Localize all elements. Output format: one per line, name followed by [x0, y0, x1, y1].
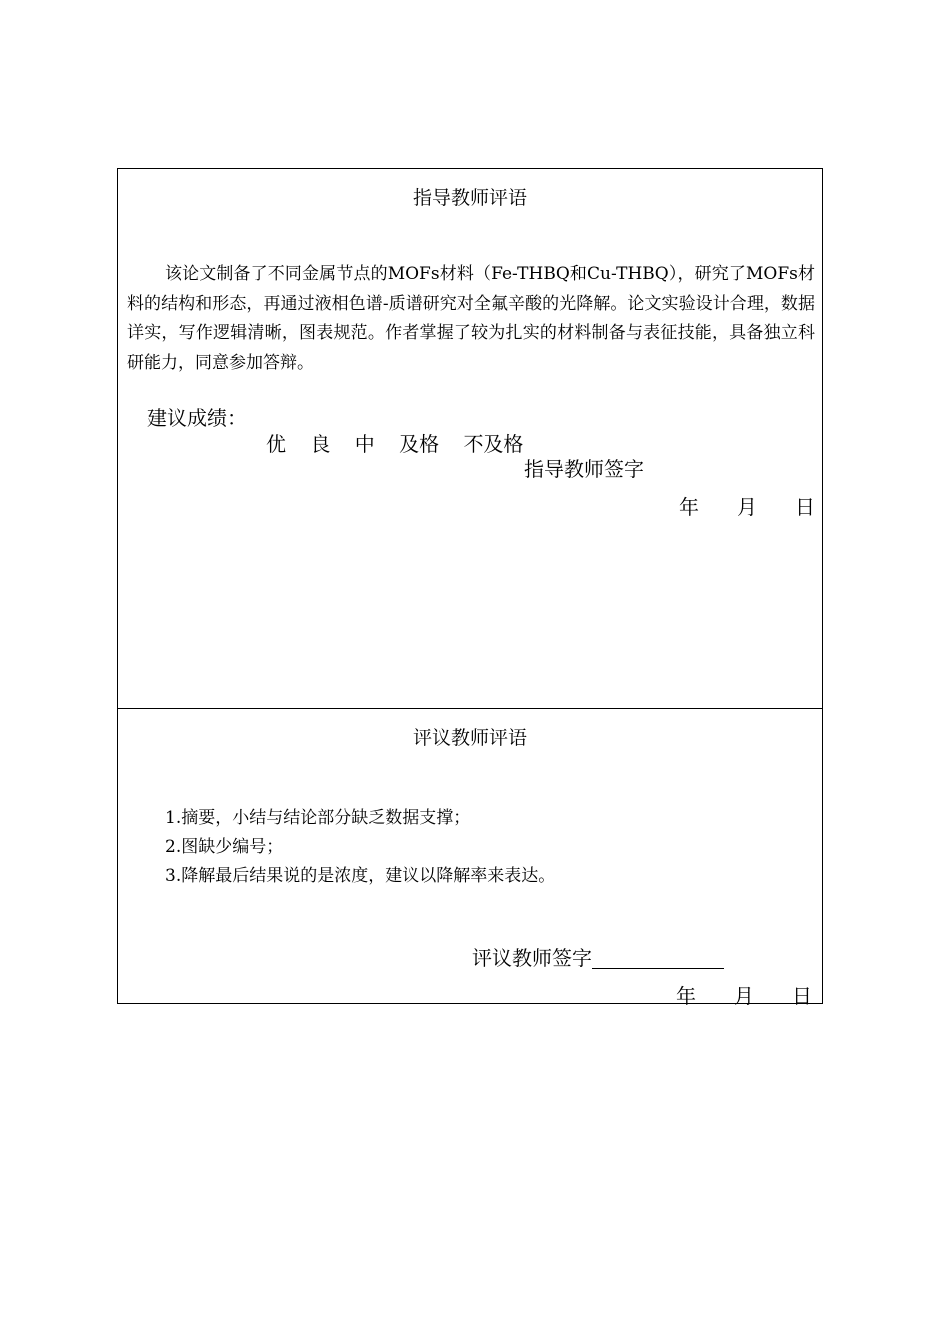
advisor-date — [679, 491, 815, 520]
reviewer-signature-label: 评议教师签字 — [472, 946, 592, 970]
reviewer-signature — [472, 942, 724, 971]
reviewer-section-title: 评议教师评语 — [412, 727, 527, 749]
advisor-comment: 该论文制备了不同金属节点的MOFs材料（Fe-THBQ和Cu-THBQ），研究了MOFs材料的结构和形态，再通过液相色谱-质谱研究对全氟辛酸的光降解。论文实验设计合理，数据详实，写作逻辑清晰，图表规范。作者掌握了较为扎实的材料制备与表征技能，具备独立科研能力，同意参加答辩。 — [127, 264, 815, 373]
grade-options — [266, 428, 541, 457]
grade-label: 建议成绩： — [147, 406, 247, 430]
grade-option-medium[interactable]: 中 — [354, 432, 375, 456]
reviewer-signature-line[interactable] — [592, 946, 724, 969]
reviewer-item: 3.降解最后结果说的是浓度，建议以降解率来表达。 — [165, 866, 556, 886]
reviewer-date-month: 月 — [734, 984, 754, 1008]
advisor-date-day: 日 — [795, 495, 815, 519]
reviewer-date — [676, 980, 812, 1009]
advisor-date-year: 年 — [679, 495, 699, 519]
reviewer-item: 2.图缺少编号； — [165, 837, 284, 857]
reviewer-date-year: 年 — [676, 984, 696, 1008]
evaluation-table — [117, 168, 823, 1008]
advisor-date-month: 月 — [737, 495, 757, 519]
grade-option-excellent[interactable]: 优 — [266, 432, 286, 456]
advisor-signature-label: 指导教师签字 — [524, 457, 644, 481]
section-divider — [118, 708, 822, 709]
reviewer-item: 1.摘要，小结与结论部分缺乏数据支撑； — [165, 808, 471, 828]
grade-option-pass[interactable]: 及格 — [399, 432, 440, 456]
grade-option-good[interactable]: 良 — [310, 432, 331, 456]
reviewer-date-day: 日 — [792, 984, 812, 1008]
grade-option-fail[interactable]: 不及格 — [463, 432, 524, 456]
advisor-section-title: 指导教师评语 — [412, 187, 527, 209]
